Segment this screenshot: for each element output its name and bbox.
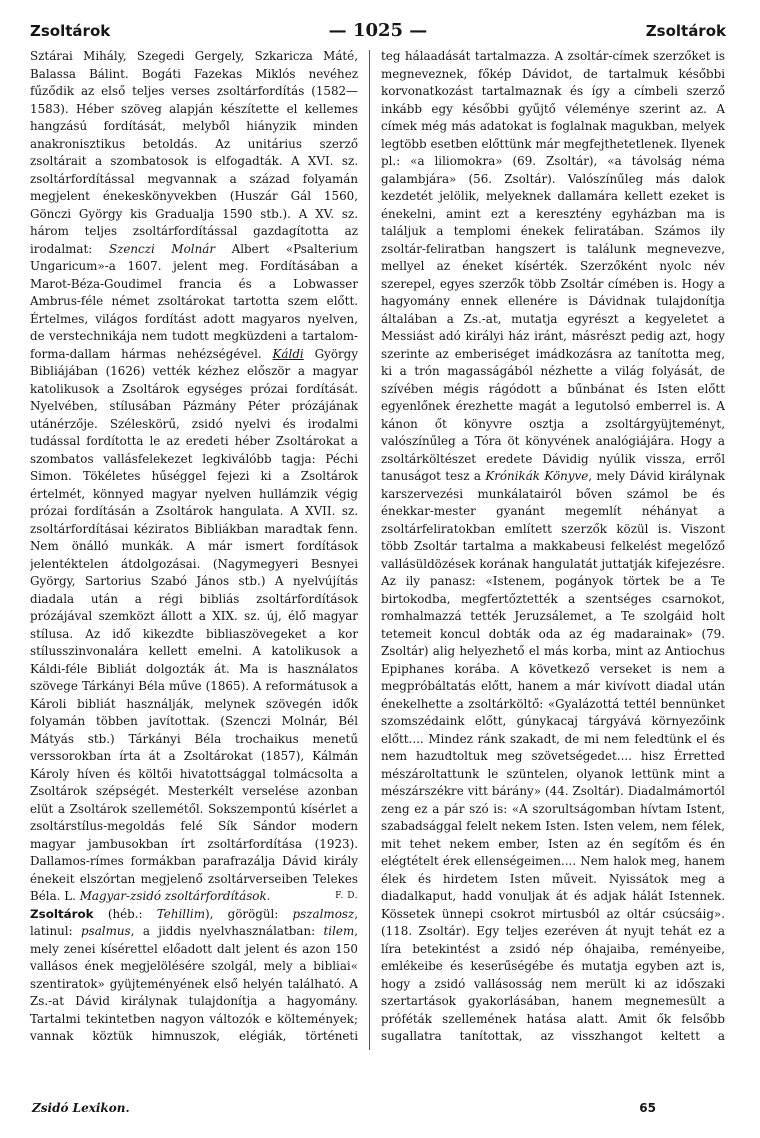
page-header bbox=[30, 22, 726, 46]
translations-text-c: György Bibliájában (1626) vették kézhez először a magyar katolikusok a Zsoltárok egységes prózai fordítását. Nyelvében, stílusában Pázmány Péter prózájának utánérzője. Széleskörű, zsidó nyelvi és irodalmi tudással fordította le az eredeti héber Zsoltárokat a szombatos vallásfelekezet legkiválóbb tagja: Péchi Simon. Tökéletes hűséggel fejezi ki a Zsoltárok értelmét, könnyed magyar nyelven hullámzik végig prózai fordításán a Zsoltárok hangulata. A XVII. sz. zsoltárfordításai kéziratos Bibliákban maradtak fenn. Nem önálló munkák. A már ismert fordítások jelentéktelen átdolgozásai. (Nagymegyeri Besnyei György, Sartorius Szabó János stb.) A nyelvújítás diadala után a régi bibliás zsoltárfordítások prózájával szemközt állott a XIX. sz. új, élő magyar stílusa. Az idő kikezdte bibliaszövegeket a kor stílusszinvonalára kellett emelni. A katolikusok a Káldi-féle Bibliát dolgozták át. Ma is használatos szövege Tárkányi Béla műve (1865). A reformátusok a Károli bibliát használják, melynek szövegén idők folyamán többen javítottak. (Szenczi Molnár, Bél Mátyás stb.) Tárkányi Béla trochaikus menetű verssorokban írta át a Zsoltárokat (1857), Kálmán Károly híven és költői hivatottsággal tolmácsolta a Zsoltárok szépségét. Mesterkélt verselése azonban elüt a Zsoltárok szellemétől. Sokszempontú kísérlet a zsoltárstílus-megoldás felé Sík Sándor modern magyar jambusokban írt zsoltárfordítása (1923). Dallamos-rímes formákban parafrazálja Dávid király énekeit elszórtan megjelenő zsoltárverseiben Telekes Béla. L. bbox=[30, 346, 358, 903]
kaldi-italic: Káldi bbox=[272, 346, 304, 361]
author-signature: F. D. bbox=[335, 891, 358, 901]
kronikak-italic: Krónikák Könyve bbox=[485, 469, 589, 483]
entry-text-c: , latinul: bbox=[30, 906, 358, 938]
left-column bbox=[30, 48, 358, 1048]
entry-headword: Zsoltárok bbox=[30, 906, 94, 921]
translations-text-a: Sztárai Mihály, Szegedi Gergely, Szkaricza Máté, Balassa Bálint. Bogáti Fazekas Miklós nevéhez fűződik az első teljes verses zsoltárfordítás (1582—1583). Héber szöveg alapján készítette el kellemes hangzású fordítását, melyből hiányzik minden anakronisztikus betoldás. Az unitárius szerző zsoltárait a szombatosok is elfogadták. A XVI. sz. zsoltárfordítással megvannak a század folyamán megjelent énekeskönyvekben (Huszár Gál 1560, Gönczi György kis Gradualja 1590 stb.). A XV. sz. három teljes zsoltárfordítással gazdagította az irodalmat: bbox=[30, 49, 358, 256]
psalms-entry bbox=[30, 906, 358, 1049]
footer-signature-number: 65 bbox=[639, 1101, 656, 1115]
page-footer bbox=[30, 1101, 726, 1121]
translations-text-b: Albert «Psalterium Ungaricum»-a 1607. jelent meg. Fordításában a Marot-Béza-Goudimel francia és a Lobwasser Ambrus-féle német zsoltárokat tartotta szem előtt. Értelmes, világos fordítást adott magyaros nyelven, de verstechnikája nem tudott megküzdeni a tartalom-forma-dallam hármas nehézségével. bbox=[30, 241, 358, 361]
tilem-italic: tilem bbox=[323, 924, 355, 938]
cross-reference: Magyar-zsidó zsoltárfordítások. bbox=[79, 889, 271, 903]
continuation-paragraph bbox=[381, 48, 725, 1048]
running-head-left: Zsoltárok bbox=[30, 22, 111, 40]
tehillim-italic: Tehillim bbox=[156, 906, 205, 921]
column-divider bbox=[369, 50, 370, 1050]
entry-text-d: , a jiddis nyelvhasználatban: bbox=[130, 924, 324, 938]
running-head-right: Zsoltárok bbox=[645, 22, 726, 40]
continuation-text-b: , mely Dávid királynak karszervezési munkálatairól bőven számol be és énekkar-mester gyanánt megemlít néhányat a zsoltárfeliratokban említett szerzők közül is. Viszont több Zsoltár tartalma a makkabeusi felkelést megelőző vallásüldözések korának hangulatát juttatják kifejezésre. Az ily panasz: «Istenem, pogányok törtek be a Te birtokodba, megfertőztették a szentséges csarnokot, romhalmazzá tették Jeruzsálemet, a Te szolgáid holt tetemeit koncul dobták oda az ég madarainak» (79. Zsoltár) alig helyezhető el más korba, mint az Antiochus Epiphanes korába. A következő verseket is nem a megpróbáltatás előtt, hanem a már kivívott diadal után énekelhette a zsoltárköltő: «Gyalázottá tettél bennünket szomszédaink előtt, gúnykacaj tárgyává környezőink előtt.... Mindez ránk szakadt, de mi nem feledtünk el és nem hazudtoltuk meg szövetségedet.... hisz Érretted mészároltattunk le szüntelen, olyanok lettünk mint a mészárszékre vitt bárány» (44. Zsoltár). Diadalmámortól zeng ez a pár szó is: «A szorultságomban hívtam Istent, szabadsággal felelt nekem Isten. Isten velem, nem félek, mit tehet nekem ember, Isten az én segítőm és én elégtételt érek ellenségeimen.... Nem halok meg, hanem élek és hirdetem Isten műveit. Nyissátok meg a diadalkaput, hadd vonuljak át és adjak hálát Istennek. Kössetek ünnepi csokrot mirtusból az oltár csúcsáig». (118. Zsoltár). Egy teljes ezeréven át nyujt tehát ez a líra betekintést a zsidó nép óhajaiba, reményeibe, emlékeibe és keserűségébe és mutatja egyben azt is, hogy a zsidó vallásosság nem merült ki az időszaki szertartások gyakorlásában, hanem megnemesült a próféták szellemének hatása alatt. Amit ők felsőbb sugallatra tanítottak, az visszhangot keltett a bbox=[381, 469, 725, 1043]
translations-paragraph bbox=[30, 48, 358, 906]
entry-text-e: , mely zenei kísérettel előadott dalt jelent és azon 150 vallásos ének megjelölésére szolgál, mely a bibliai« szentiratok» gyüjteményének első helyén található. A Zs.-at Dávid királynak tulajdonítja a hagyomány. Tartalmi tekintetben nagyon változók e költemények; vannak köztük himnuszok, elégiák, történeti bbox=[30, 924, 358, 1043]
entry-text-b: ), görögül: bbox=[204, 906, 293, 921]
right-column bbox=[381, 48, 725, 1048]
continuation-text-a: teg hálaadását tartalmazza. A zsoltár-címek szerzőket is megneveznek, főkép Dávidot, de tartalmuk későbbi korvonatkozást tartalmaznak és így a címbeli szerző inkább egy későbbi gyűjtő véleménye szerint az. A címek még más adatokat is foglalnak magukban, melyek legtöbb esetben előttünk már megfejthetetlenek. Ilyenek pl.: «a liliomokra» (69. Zsoltár), «a távolság néma galambjára» (56. Zsoltár). Valószínűleg más dalok kezdetét jelölik, melyeknek dallamára kellett ezeket is énekelni, amint ezt a keresztény egyházban ma is találjuk a templomi énekek feliratában. Számos ily zsoltár-feliratban hangszert is találunk megnevezve, mellyel az éneket kísérték. Szerzőként nyolc név szerepel, egyes szerzők több Zsoltár címében is. Hogy a hagyomány ennek ellenére is Dávidnak tulajdonítja általában a Zs.-at, mutatja egyrészt a kegyeletet a Messiást adó királyi ház iránt, másrészt pedig azt, hogy szerinte az emberiséget imádkozásra az tanította meg, ki a trón magasságából nézhette a világ folyását, de szívében mégis rágódott a bűnbánat és Isten előtt egyenlőnek érezhette magát a legutolsó emberrel is. A kánon őt könyvre osztja a zsoltárgyüjteményt, valószínűleg a Tóra öt könyvének analógiájára. Hogy a zsoltárköltészet eredete Dávidig nyúlik vissza, erről tanuságot tesz a bbox=[381, 49, 725, 483]
psalmus-italic: psalmus bbox=[81, 924, 131, 938]
pszalmosz-italic: pszalmosz bbox=[292, 906, 355, 921]
szenczi-italic: Szenczi Molnár bbox=[108, 241, 216, 256]
page-number-header: — 1025 — bbox=[328, 20, 428, 41]
footer-publication: Zsidó Lexikon. bbox=[32, 1101, 130, 1115]
entry-text-a: (héb.: bbox=[93, 906, 157, 921]
